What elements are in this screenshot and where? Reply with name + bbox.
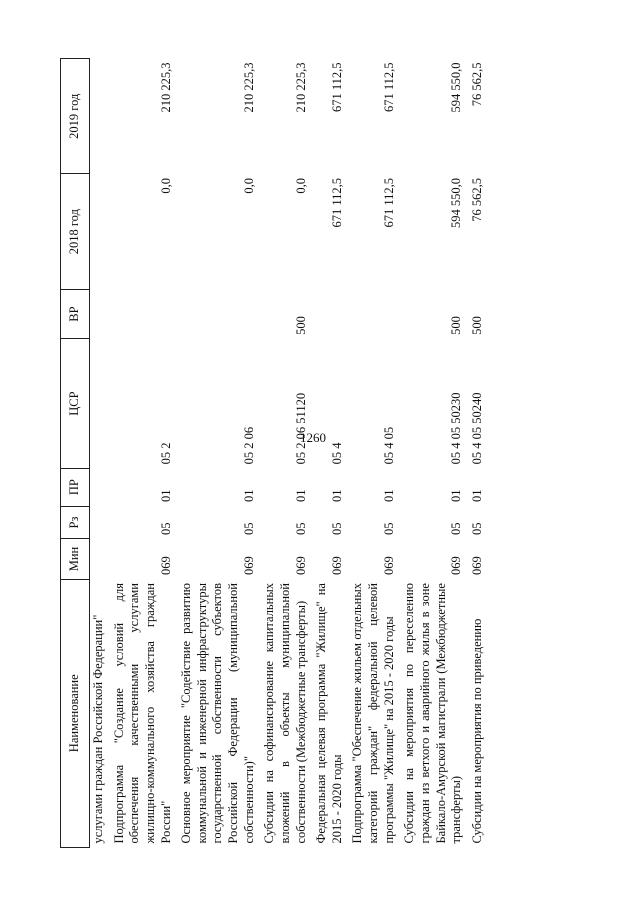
row-min: 069 xyxy=(241,556,256,576)
row-2019: 671 112,5 xyxy=(381,62,396,113)
row-csr: 05 4 05 xyxy=(381,426,396,465)
row-pr: 01 xyxy=(469,489,484,503)
row-csr: 05 4 05 50240 xyxy=(469,392,484,465)
row-2018: 594 550,0 xyxy=(449,177,464,228)
row-2018: 0,0 xyxy=(241,177,256,194)
table-row xyxy=(347,59,399,848)
header-min: Мин xyxy=(61,539,90,579)
row-name: Федеральная целевая программа "Жилище" на 2015 - 2020 годы xyxy=(314,583,344,844)
row-pr: 01 xyxy=(329,489,344,503)
row-min: 069 xyxy=(293,556,308,576)
table-row xyxy=(467,59,488,848)
row-min: 069 xyxy=(381,556,396,576)
row-name: Подпрограмма "Создание условий для обеспечения качественными услугами жилищно-коммунального хозяйства граждан России" xyxy=(111,583,173,844)
row-2018: 671 112,5 xyxy=(329,177,344,228)
row-2019: 671 112,5 xyxy=(329,62,344,113)
row-vr xyxy=(347,289,399,338)
row-rz xyxy=(90,506,109,539)
row-rz: 05 xyxy=(158,522,173,535)
header-pr: ПР xyxy=(61,468,90,506)
budget-table xyxy=(60,58,487,848)
table-row xyxy=(259,59,311,848)
row-pr: 01 xyxy=(293,489,308,503)
table-row xyxy=(176,59,259,848)
rotated-page-content xyxy=(60,58,590,848)
table-row xyxy=(311,59,347,848)
header-2019: 2019 год xyxy=(61,59,90,174)
row-rz: 05 xyxy=(293,522,308,535)
header-name: Наименование xyxy=(61,579,90,847)
row-csr: 05 4 xyxy=(329,442,344,465)
row-vr xyxy=(176,289,259,338)
row-min xyxy=(90,539,109,579)
row-2018: 0,0 xyxy=(158,177,173,194)
row-vr: 500 xyxy=(469,316,484,335)
page-number: 1260 xyxy=(300,430,326,445)
row-name: Субсидии на мероприятия по переселению граждан из ветхого и аварийного жилья в зоне Байкало-Амурской магистрали (Межбюджетные трансферты) xyxy=(402,583,464,844)
row-csr: 05 2 06 xyxy=(241,426,256,465)
row-rz: 05 xyxy=(329,522,344,535)
row-pr: 01 xyxy=(158,489,173,503)
row-pr: 01 xyxy=(241,489,256,503)
row-min: 069 xyxy=(329,556,344,576)
row-csr: 05 2 xyxy=(158,442,173,465)
row-rz: 05 xyxy=(449,522,464,535)
table-row xyxy=(399,59,467,848)
row-2018: 76 562,5 xyxy=(469,177,484,222)
row-2019: 594 550,0 xyxy=(449,62,464,113)
row-name: Подпрограмма "Обеспечение жильем отдельных категорий граждан" федеральной целевой программы "Жилище" на 2015 - 2020 годы xyxy=(350,583,396,844)
row-vr: 500 xyxy=(293,316,308,335)
row-vr xyxy=(311,289,347,338)
row-name: Субсидии на мероприятия по приведению xyxy=(469,618,484,844)
row-name: Основное мероприятие "Содействие развитию коммунальной и инженерной инфраструктуры государственной собственности субъектов Российской Федерации (муниципальной собственности)" xyxy=(179,583,256,844)
row-2019: 210 225,3 xyxy=(293,62,308,113)
table-row xyxy=(109,59,177,848)
header-2018: 2018 год xyxy=(61,174,90,289)
header-vr: ВР xyxy=(61,289,90,338)
table-header-row xyxy=(61,59,90,848)
row-2018 xyxy=(90,174,109,289)
row-2019 xyxy=(90,59,109,174)
row-vr: 500 xyxy=(449,316,464,335)
row-rz: 05 xyxy=(241,522,256,535)
header-rz: Рз xyxy=(61,506,90,539)
row-csr: 05 2 06 51120 xyxy=(293,392,308,465)
row-pr xyxy=(90,468,109,506)
row-csr: 05 4 05 50230 xyxy=(449,392,464,465)
row-2018: 0,0 xyxy=(293,177,308,194)
row-csr xyxy=(90,339,109,469)
table-row xyxy=(90,59,109,848)
row-vr xyxy=(109,289,177,338)
row-min: 069 xyxy=(158,556,173,576)
row-name: услугами граждан Российской Федерации" xyxy=(91,614,105,844)
header-csr: ЦСР xyxy=(61,339,90,469)
row-pr: 01 xyxy=(449,489,464,503)
row-2019: 210 225,3 xyxy=(241,62,256,113)
row-min: 069 xyxy=(469,556,484,576)
row-rz: 05 xyxy=(469,522,484,535)
row-2019: 210 225,3 xyxy=(158,62,173,113)
row-2019: 76 562,5 xyxy=(469,62,484,107)
row-2018: 671 112,5 xyxy=(381,177,396,228)
row-pr: 01 xyxy=(381,489,396,503)
row-rz: 05 xyxy=(381,522,396,535)
row-vr xyxy=(90,289,109,338)
row-name: Субсидии на софинансирование капитальных вложений в объекты муниципальной собственности (Межбюджетные трансферты) xyxy=(262,583,308,844)
row-min: 069 xyxy=(449,556,464,576)
